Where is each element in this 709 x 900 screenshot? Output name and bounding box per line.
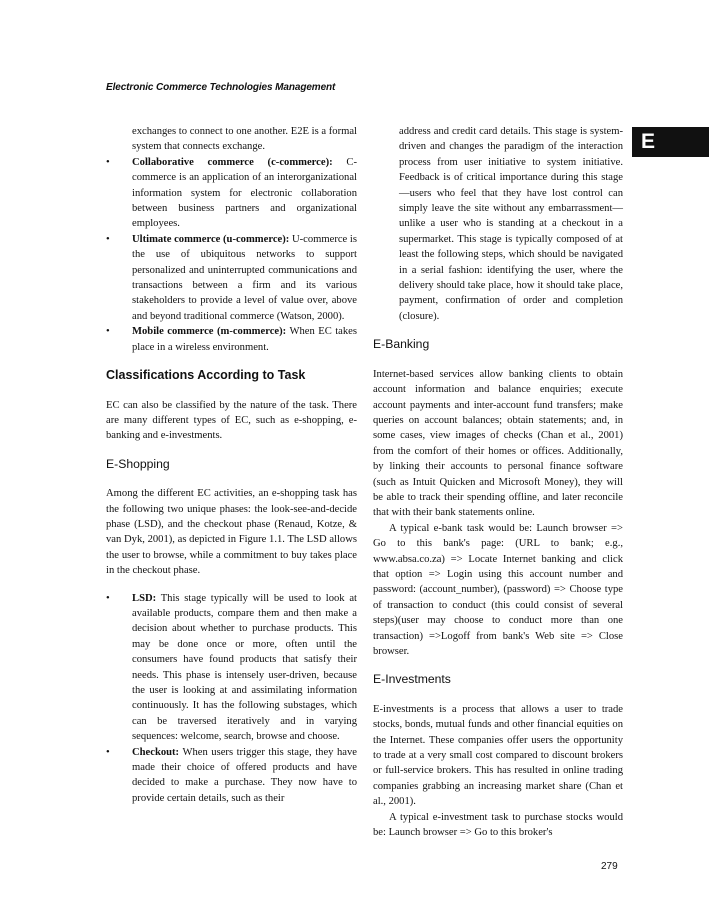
heading-ebanking: E-Banking: [373, 337, 430, 352]
checkout-continued: address and credit card details. This stage is system-driven and changes the paradigm of the interaction process from user initiative to system initiative. Feedback is of critical importance during this stage—users who feel that they have lost control can simply leave the site without any embarrassment—unlike a user who is standing at a checkout in a supermarket. This stage is typically composed of at least the following steps, which should be navigated in a serial fashion: identifying the user, where the delivery should take place, how it should take place, payment, confirmation of order and completion (closure).: [399, 126, 623, 322]
bullet-term: Checkout:: [132, 746, 180, 758]
left-column: [106, 124, 357, 806]
list-item: • Mobile commerce (m-commerce): When EC takes place in a wireless environment.: [106, 326, 357, 353]
list-item: • Collaborative commerce (c-commerce): C-commerce is an application of an interorganizational information system for electronic collaboration between business partners and organizational employees.: [106, 156, 357, 230]
bullet-text: C-commerce is an application of an interorganizational information system for electronic collaboration between business partners and organizational employees.: [132, 156, 357, 230]
list-item: • Checkout: When users trigger this stage, they have made their choice of offered products and have decided to make a purchase. They now have to provide certain details, such as their: [106, 746, 357, 804]
phases-list: [106, 591, 357, 807]
ec-types-list: [106, 155, 357, 355]
bullet-term: LSD:: [132, 592, 157, 604]
heading-eshopping: E-Shopping: [106, 456, 170, 471]
section-tab: E: [632, 127, 709, 157]
bullet-text: This stage typically will be used to look at available products, compare them and then make a decision about whether to purchase products. This may be done once or more, often until the consumers have found products that satisfy their needs. This phase is intensely user-driven, because the user is looking at and assimilating information continuously. It has the following substages, which can be traversed iteratively and in varying sequences: welcome, search, browse and choose.: [132, 592, 357, 743]
bullet-text: When users trigger this stage, they have made their choice of offered products and have decided to make a purchase. They now have to provide certain details, such as their: [132, 746, 357, 804]
page-number: 279: [601, 861, 618, 872]
para-einvest-1: E-investments is a process that allows a user to trade stocks, bonds, mutual funds and other financial equities on the Internet. These companies offer users the opportunity to trade at a very small cost compared to discount brokers or full-service brokers. This has resulted in online trading companies grabbing an increasing market share (Chan et al., 2001).: [373, 703, 623, 808]
list-item: • LSD: This stage typically will be used to look at available products, compare them and then make a decision about whether to purchase products. This may be done once or more, often until the consumers have found products that satisfy their needs. This phase is intensely user-driven, because the user is looking at and assimilating information continuously. It has the following substages, which can be traversed iteratively and in varying sequences: welcome, search, browse and choose.: [106, 592, 357, 743]
list-item: • Ultimate commerce (u-commerce): U-commerce is the use of ubiquitous networks to support personalized and uninterrupted communications and transactions between a firm and its various stakeholders to provide a level of value over, above and beyond traditional commerce (Watson, 2000).: [106, 233, 357, 322]
running-head: Electronic Commerce Technologies Management: [106, 82, 336, 93]
bullet-term: Collaborative commerce (c-commerce):: [132, 156, 333, 168]
right-column: [373, 124, 623, 840]
continuation-text: exchanges to connect to one another. E2E is a formal system that connects exchange.: [132, 126, 357, 153]
bullet-term: Mobile commerce (m-commerce):: [132, 326, 287, 338]
heading-classifications: Classifications According to Task: [106, 368, 306, 383]
bullet-term: Ultimate commerce (u-commerce):: [132, 233, 290, 245]
para-ebanking-2: A typical e-bank task would be: Launch browser => Go to this bank's page: (URL to bank; e.g., www.absa.co.za) => Locate Internet banking and click that option => Login using this account number and password: (account_number), (password) => Choose type of transaction to conduct (this could consist of several steps)(user may choose to conduct more than one transaction) =>Logoff from bank's Web site => Close browser.: [373, 522, 623, 657]
heading-einvestments: E-Investments: [373, 672, 451, 687]
para-classifications: EC can also be classified by the nature of the task. There are many different types of EC, such as e-shopping, e-banking and e-investments.: [106, 399, 357, 442]
bullet-text: U-commerce is the use of ubiquitous networks to support personalized and uninterrupted communications and transactions between a firm and its various stakeholders to provide a level of value over, above and beyond traditional commerce (Watson, 2000).: [132, 233, 357, 322]
para-ebanking-1: Internet-based services allow banking clients to obtain account information and balance enquiries; execute account payments and inter-account fund transfers; make queries on account balances; obtain statements; and, in some cases, view images of checks (Chan et al., 2001) from the comfort of their homes or offices. Additionally, by linking their accounts to personal finance software (such as Intuit Quicken and Microsoft Money), they will be able to track their spending offline, and later reconcile that with their bank statements online.: [373, 368, 623, 519]
para-einvest-2: A typical e-investment task to purchase stocks would be: Launch browser => Go to this broker's: [373, 811, 623, 839]
para-eshopping: Among the different EC activities, an e-shopping task has the following two unique phases: the look-see-and-decide phase (LSD), and the checkout phase (Renaud, Kotze, & van Dyk, 2001), as depicted in Figure 1.1. The LSD allows the user to browse, while a commitment to buy takes place in the checkout phase.: [106, 488, 357, 577]
bullet-text: When EC takes place in a wireless environment.: [132, 326, 357, 353]
